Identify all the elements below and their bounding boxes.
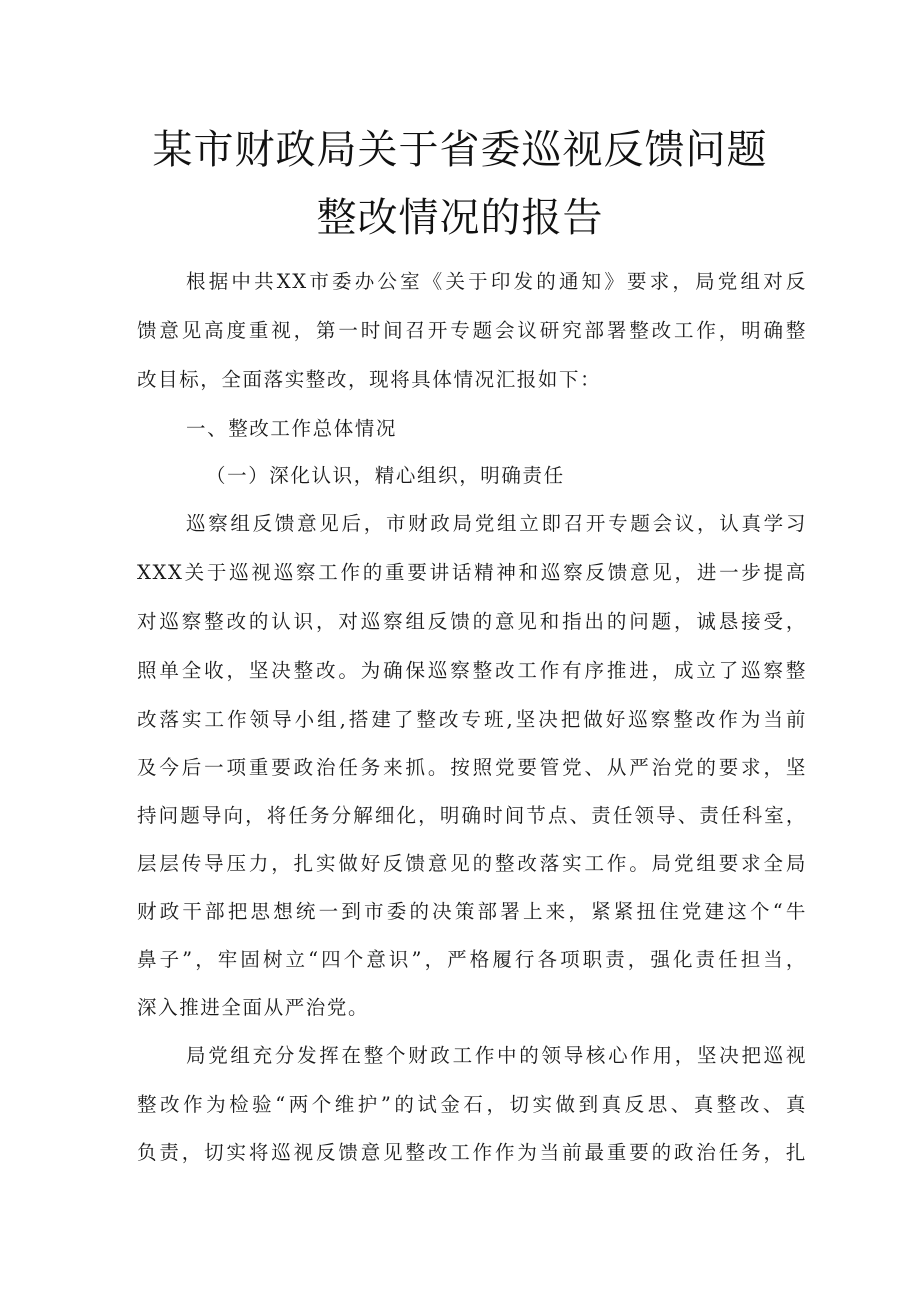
paragraph-line: 照单全收，坚决整改。为确保巡察整改工作有序推进，成立了巡察整 [137, 659, 807, 682]
paragraph-line: 根据中共XX市委办公室《关于印发的通知》要求，局党组对反 [186, 270, 807, 293]
subsection-heading: （一）深化认识，精心组织，明确责任 [206, 464, 565, 487]
paragraph-line: 改目标，全面落实整改，现将具体情况汇报如下： [137, 368, 602, 391]
paragraph-line: 巡察组反馈意见后，市财政局党组立即召开专题会议，认真学习 [186, 512, 807, 535]
paragraph-line: 对巡察整改的认识，对巡察组反馈的意见和指出的问题，诚恳接受， [137, 610, 807, 633]
paragraph-line: 负责，切实将巡视反馈意见整改工作作为当前最重要的政治任务，扎 [137, 1141, 807, 1164]
paragraph-line: 层层传导压力，扎实做好反馈意见的整改落实工作。局党组要求全局 [137, 852, 807, 875]
paragraph-line: 深入推进全面从严治党。 [137, 996, 370, 1019]
paragraph-line: XXX关于巡视巡察工作的重要讲话精神和巡察反馈意见，进一步提高 [137, 561, 807, 584]
paragraph-line: 改落实工作领导小组,搭建了整改专班,坚决把做好巡察整改作为当前 [137, 708, 807, 731]
paragraph-line: 鼻子”，牢固树立“四个意识”，严格履行各项职责，强化责任担当， [137, 948, 807, 971]
document-title-line-1: 某市财政局关于省委巡视反馈问题 [152, 127, 768, 173]
paragraph-line: 及今后一项重要政治任务来抓。按照党要管党、从严治党的要求，坚 [137, 756, 807, 779]
document-title-line-2: 整改情况的报告 [316, 195, 604, 241]
paragraph-line: 财政干部把思想统一到市委的决策部署上来，紧紧扭住党建这个“牛 [137, 900, 807, 923]
section-heading: 一、整改工作总体情况 [186, 417, 398, 440]
paragraph-line: 持问题导向，将任务分解细化，明确时间节点、责任领导、责任科室， [137, 804, 807, 827]
paragraph-line: 整改作为检验“两个维护”的试金石，切实做到真反思、真整改、真 [137, 1093, 807, 1116]
paragraph-line: 局党组充分发挥在整个财政工作中的领导核心作用，坚决把巡视 [186, 1044, 807, 1067]
paragraph-line: 馈意见高度重视，第一时间召开专题会议研究部署整改工作，明确整 [137, 319, 807, 342]
